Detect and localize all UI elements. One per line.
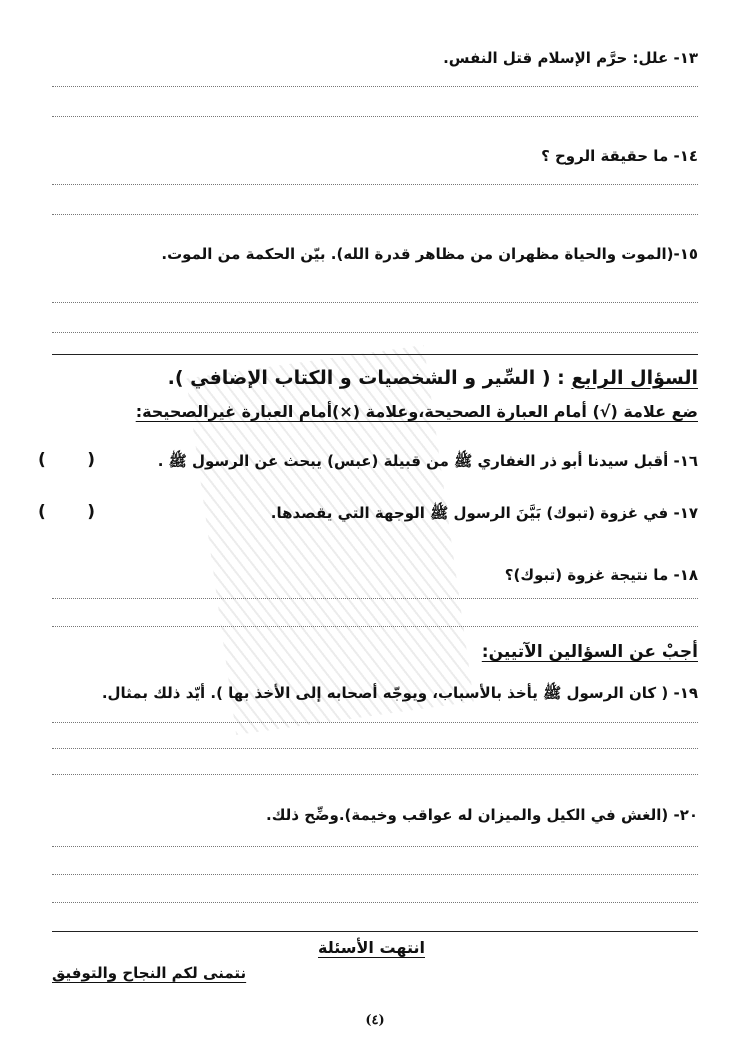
- question-15: ١٥-(الموت والحياة مظهران من مظاهر قدرة الله). بيّن الحكمة من الموت.: [161, 245, 698, 263]
- section-divider: [52, 354, 698, 355]
- question-14: ١٤- ما حقيقة الروح ؟: [541, 147, 698, 165]
- question-16: ١٦- أقبل سيدنا أبو ذر الغفاري ﷺ من قبيلة (عبس) يبحث عن الرسول ﷺ .: [157, 452, 698, 470]
- question-20: ٢٠- (الغش في الكيل والميزان له عواقب وخيمة).وضِّح ذلك.: [266, 806, 698, 824]
- end-of-questions: انتهت الأسئلة: [318, 938, 425, 957]
- good-luck-message: نتمنى لكم النجاح والتوفيق: [52, 964, 247, 982]
- question-13: ١٣- علل: حرَّم الإسلام قتل النفس.: [443, 49, 698, 67]
- answer-line: [52, 302, 698, 303]
- answer-box-16[interactable]: ( ): [38, 450, 95, 470]
- answer-box-17[interactable]: ( ): [38, 502, 95, 522]
- answer-line: [52, 116, 698, 117]
- section-4-colon: :: [550, 367, 572, 389]
- answer-line: [52, 184, 698, 185]
- answer-line: [52, 214, 698, 215]
- answer-heading: أجبْ عن السؤالين الآتيين:: [481, 642, 698, 662]
- section-4-title: السؤال الرابع: [571, 367, 698, 389]
- question-19: ١٩- ( كان الرسول ﷺ يأخذ بالأسباب، ويوجّه أصحابه إلى الأخذ بها ). أيّد ذلك بمثال.: [101, 684, 698, 702]
- answer-line: [52, 846, 698, 847]
- question-17: ١٧- في غزوة (تبوك) بَيَّنَ الرسول ﷺ الوجهة التي يقصدها.: [270, 504, 698, 522]
- question-18: ١٨- ما نتيجة غزوة (تبوك)؟: [504, 566, 698, 584]
- footer-divider: [52, 931, 698, 932]
- page-number: (٤): [365, 1013, 385, 1028]
- answer-line: [52, 626, 698, 627]
- answer-line: [52, 874, 698, 875]
- answer-line: [52, 332, 698, 333]
- section-4-topic: ( السِّير و الشخصيات و الكتاب الإضافي ).: [167, 367, 551, 389]
- answer-line: [52, 722, 698, 723]
- section-4-instruction: ضع علامة (√) أمام العبارة الصحيحة،وعلامة (×)أمام العبارة غيرالصحيحة:: [135, 402, 698, 421]
- answer-line: [52, 748, 698, 749]
- answer-line: [52, 86, 698, 87]
- section-4-heading: [168, 366, 698, 390]
- answer-line: [52, 902, 698, 903]
- answer-line: [52, 774, 698, 775]
- answer-line: [52, 598, 698, 599]
